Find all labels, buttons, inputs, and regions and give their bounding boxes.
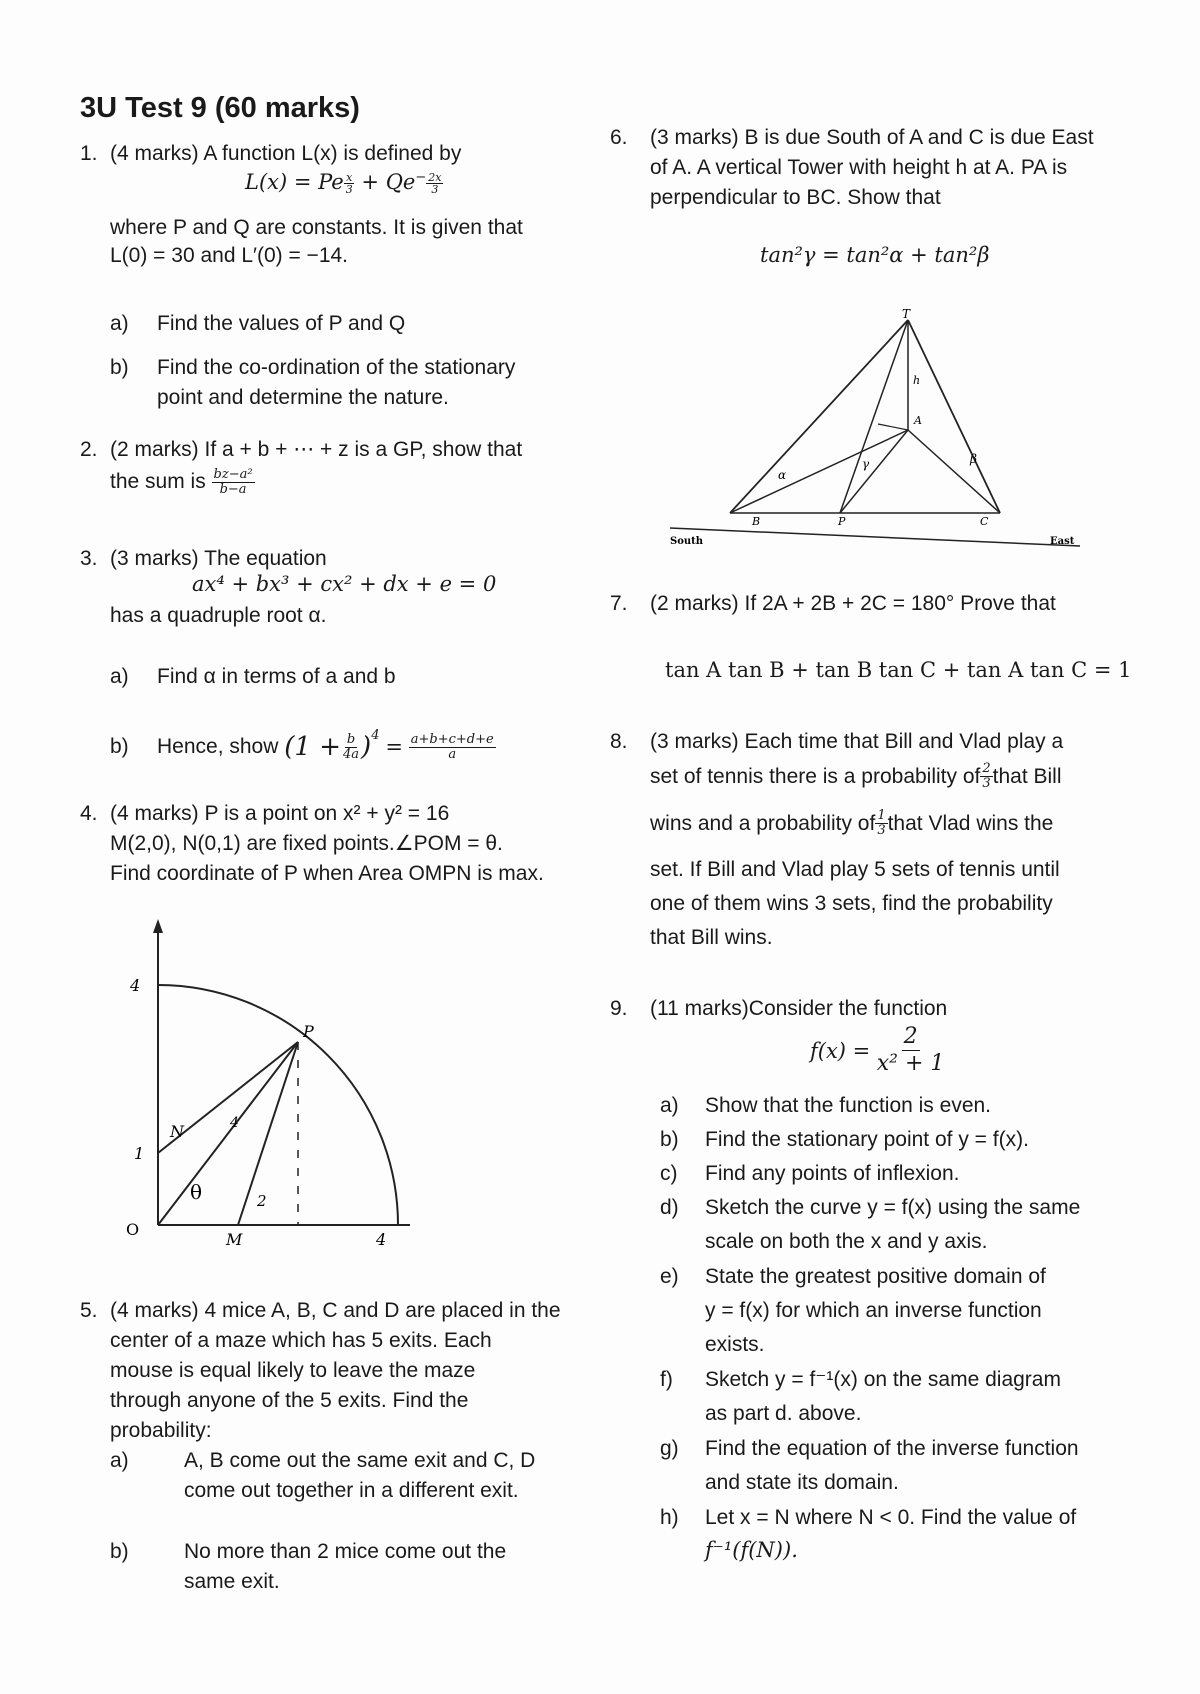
q3-number: 3. — [80, 547, 98, 570]
q5-line-4: through anyone of the 5 exits. Find the — [110, 1389, 469, 1412]
q9e-label: e) — [660, 1265, 679, 1288]
q1b-text-line1: Find the co-ordination of the stationary — [157, 356, 516, 379]
q7-number: 7. — [610, 592, 628, 615]
q5b-label: b) — [110, 1540, 129, 1563]
q3-equation: ax⁴ + bx³ + cx² + dx + e = 0 — [192, 572, 497, 596]
q6-diagram — [670, 308, 1090, 548]
q1-number: 1. — [80, 142, 98, 165]
q5-line-3: mouse is equal likely to leave the maze — [110, 1359, 476, 1382]
q3a-text: Find α in terms of a and b — [157, 665, 396, 688]
line-TB — [730, 320, 908, 513]
y-axis-arrow — [153, 919, 163, 933]
q4-diagram — [110, 915, 470, 1245]
q1a-text: Find the values of P and Q — [157, 312, 406, 335]
label-1: 1 — [134, 1144, 145, 1163]
page-title: 3U Test 9 (60 marks) — [80, 92, 360, 124]
label-h: h — [913, 374, 921, 387]
q5-line-1: (4 marks) 4 mice A, B, C and D are placed in the — [110, 1299, 561, 1322]
q5-number: 5. — [80, 1299, 98, 1322]
q4-text-line3: Find coordinate of P when Area OMPN is max. — [110, 862, 544, 885]
q9c-text: Find any points of inflexion. — [705, 1162, 960, 1185]
q1b-text-line2: point and determine the nature. — [157, 386, 449, 409]
label-P: P — [838, 515, 846, 528]
q9d-label: d) — [660, 1196, 679, 1219]
q9b-text: Find the stationary point of y = f(x). — [705, 1128, 1029, 1151]
q5-line-2: center of a maze which has 5 exits. Each — [110, 1329, 492, 1352]
q1-exp1: $\frac{x}{3}$ — [345, 171, 353, 196]
q1-given-line1: where P and Q are constants. It is given that — [110, 216, 523, 239]
label-O: O — [126, 1220, 140, 1239]
q9c-label: c) — [660, 1162, 678, 1185]
q3b-expression: Hence, show (1 + $\frac{b}{4a}$ ) $^4$ = $\frac{a+b+c+d+e}{a}$ — [157, 728, 494, 762]
q9e-text-line1: State the greatest positive domain of — [705, 1265, 1046, 1288]
q8-line-4: set. If Bill and Vlad play 5 sets of tennis until — [650, 858, 1060, 881]
q2-fraction: $\frac{\text{bz−a²}}{b-a}$ — [213, 467, 253, 497]
line-TP — [840, 320, 908, 513]
q9-text: (11 marks)Consider the function — [650, 997, 948, 1020]
label-alpha: α — [778, 468, 787, 482]
label-C: C — [980, 515, 989, 528]
q8-line-5: one of them wins 3 sets, find the probability — [650, 892, 1053, 915]
label-east: East — [1050, 536, 1075, 547]
label-2: 2 — [257, 1192, 267, 1210]
q9g-text-line2: and state its domain. — [705, 1471, 899, 1494]
q5a-label: a) — [110, 1449, 129, 1472]
q7-text: (2 marks) If 2A + 2B + 2C = 180° Prove that — [650, 592, 1056, 615]
q3-text: (3 marks) The equation — [110, 547, 327, 570]
q8-number: 8. — [610, 730, 628, 753]
label-N: N — [170, 1122, 184, 1141]
label-south: South — [670, 536, 704, 547]
q1-text: (4 marks) A function L(x) is defined by — [110, 142, 462, 165]
q9f-text-line2: as part d. above. — [705, 1402, 862, 1425]
q9d-text-line2: scale on both the x and y axis. — [705, 1230, 988, 1253]
q3a-label: a) — [110, 665, 129, 688]
line-AP — [840, 430, 908, 513]
q5b-text-line2: same exit. — [184, 1570, 280, 1593]
q2-sum: the sum is $\frac{\text{bz−a²}}{b-a}$ — [110, 467, 253, 497]
q9-number: 9. — [610, 997, 628, 1020]
segment-MP — [238, 1042, 298, 1225]
label-4-radius: 4 — [230, 1115, 239, 1131]
label-theta: θ — [190, 1180, 203, 1204]
q5b-text-line1: No more than 2 mice come out the — [184, 1540, 507, 1563]
q1-exp2: $\frac{2x}{3}$ — [428, 171, 442, 196]
q1-formula: L(x) = Pe $\frac{x}{3}$ + Qe− $\frac{2x}{3}$ — [245, 170, 442, 196]
q2-text: (2 marks) If a + b + ⋯ + z is a GP, show that — [110, 438, 523, 461]
q8-line-1: (3 marks) Each time that Bill and Vlad play a — [650, 730, 1064, 753]
q3-text2: has a quadruple root α. — [110, 604, 327, 627]
q9f-label: f) — [660, 1368, 673, 1391]
label-beta: β — [970, 452, 977, 466]
ground-line — [670, 528, 1080, 546]
q8-line-6: that Bill wins. — [650, 926, 773, 949]
q9a-label: a) — [660, 1094, 679, 1117]
q3b-label: b) — [110, 735, 129, 758]
q6-formula: tan²γ = tan²α + tan²β — [760, 243, 990, 267]
q6-number: 6. — [610, 126, 628, 149]
label-4y: 4 — [130, 976, 141, 995]
q9e-text-line2: y = f(x) for which an inverse function — [705, 1299, 1042, 1322]
q5a-text-line2: come out together in a different exit. — [184, 1479, 519, 1502]
q9e-text-line3: exists. — [705, 1333, 765, 1356]
q4-text-line2: M(2,0), N(0,1) are fixed points.∠POM = θ. — [110, 832, 503, 855]
q4-text-line1: (4 marks) P is a point on x² + y² = 16 — [110, 802, 450, 825]
line-AC — [908, 430, 1000, 513]
label-P: P — [303, 1022, 314, 1041]
q9b-label: b) — [660, 1128, 679, 1151]
q2-number: 2. — [80, 438, 98, 461]
q6-line-3: perpendicular to BC. Show that — [650, 186, 941, 209]
q6-line-1: (3 marks) B is due South of A and C is due East — [650, 126, 1094, 149]
q9a-text: Show that the function is even. — [705, 1094, 992, 1117]
label-M: M — [226, 1230, 243, 1245]
q7-formula: tan A tan B + tan B tan C + tan A tan C = 1 — [665, 658, 1132, 682]
q9h-text-line1: Let x = N where N < 0. Find the value of — [705, 1506, 1077, 1529]
q4-number: 4. — [80, 802, 98, 825]
q9h-text-line2: f⁻¹(f(N)). — [705, 1538, 798, 1562]
q1-given-line2: L(0) = 30 and L′(0) = −14. — [110, 244, 349, 267]
label-gamma: γ — [862, 457, 870, 471]
tick-A — [878, 424, 908, 430]
q9f-text-line1: Sketch y = f⁻¹(x) on the same diagram — [705, 1368, 1061, 1391]
q9d-text-line1: Sketch the curve y = f(x) using the same — [705, 1196, 1081, 1219]
label-A: A — [914, 414, 922, 427]
label-4x: 4 — [376, 1230, 387, 1245]
q5-line-5: probability: — [110, 1419, 212, 1442]
q9g-label: g) — [660, 1437, 679, 1460]
label-B: B — [752, 515, 761, 528]
q9g-text-line1: Find the equation of the inverse function — [705, 1437, 1079, 1460]
q8-line-3: wins and a probability of $\frac{1}{3}$ that Vlad wins the — [650, 808, 1054, 838]
q6-line-2: of A. A vertical Tower with height h at A. PA is — [650, 156, 1068, 179]
q1b-label: b) — [110, 356, 129, 379]
label-T: T — [902, 308, 911, 321]
q1a-label: a) — [110, 312, 129, 335]
q9h-label: h) — [660, 1506, 679, 1529]
q5a-text-line1: A, B come out the same exit and C, D — [184, 1449, 536, 1472]
line-AB — [730, 430, 908, 513]
q8-line-2: set of tennis there is a probability of $\frac{2}{3}$ that Bill — [650, 761, 1062, 791]
q9-function: f(x) = $\frac{2}{\text{x² + 1}}$ — [810, 1024, 945, 1076]
